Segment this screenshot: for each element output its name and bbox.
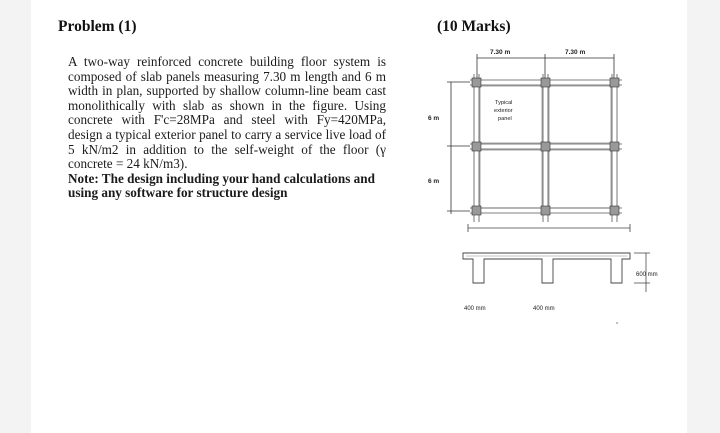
beam-cross-section (463, 253, 630, 283)
span-label-2: 7.30 m (565, 49, 586, 56)
section-cut-line (468, 224, 630, 232)
stray-mark (616, 322, 618, 324)
problem-paragraph: A two-way reinforced concrete building floor system is composed of slab panels measuring 7.30 m length and 6 m width in plan, supported by shallow column-line beam cast monolithically with slab as shown in the figure. Using concrete with F'c=28MPa and steel with Fy=420MPa, design a typical exterior panel to carry a service live load of 5 kN/m2 in addition to the self-weight of the floor (γ concrete = 24 kN/m3). (68, 54, 386, 172)
panel-label-line2: exterior (494, 108, 513, 114)
panel-label-line1: Typical (495, 100, 513, 106)
beam-width-label-1: 400 mm (464, 306, 486, 312)
width-label-2: 6 m (428, 178, 440, 185)
width-label-1: 6 m (428, 115, 440, 122)
span-label-1: 7.30 m (490, 49, 511, 56)
panel-label-line3: panel (498, 116, 512, 122)
problem-title: Problem (1) (58, 18, 137, 35)
beam-width-label-2: 400 mm (533, 306, 555, 312)
width-dimension-line (447, 82, 470, 214)
marks-label: (10 Marks) (437, 18, 511, 35)
beam-depth-label: 600 mm (636, 272, 658, 278)
span-dimension-line (477, 54, 614, 78)
problem-note: Note: The design including your hand calculations and using any software for structure design (68, 170, 375, 201)
